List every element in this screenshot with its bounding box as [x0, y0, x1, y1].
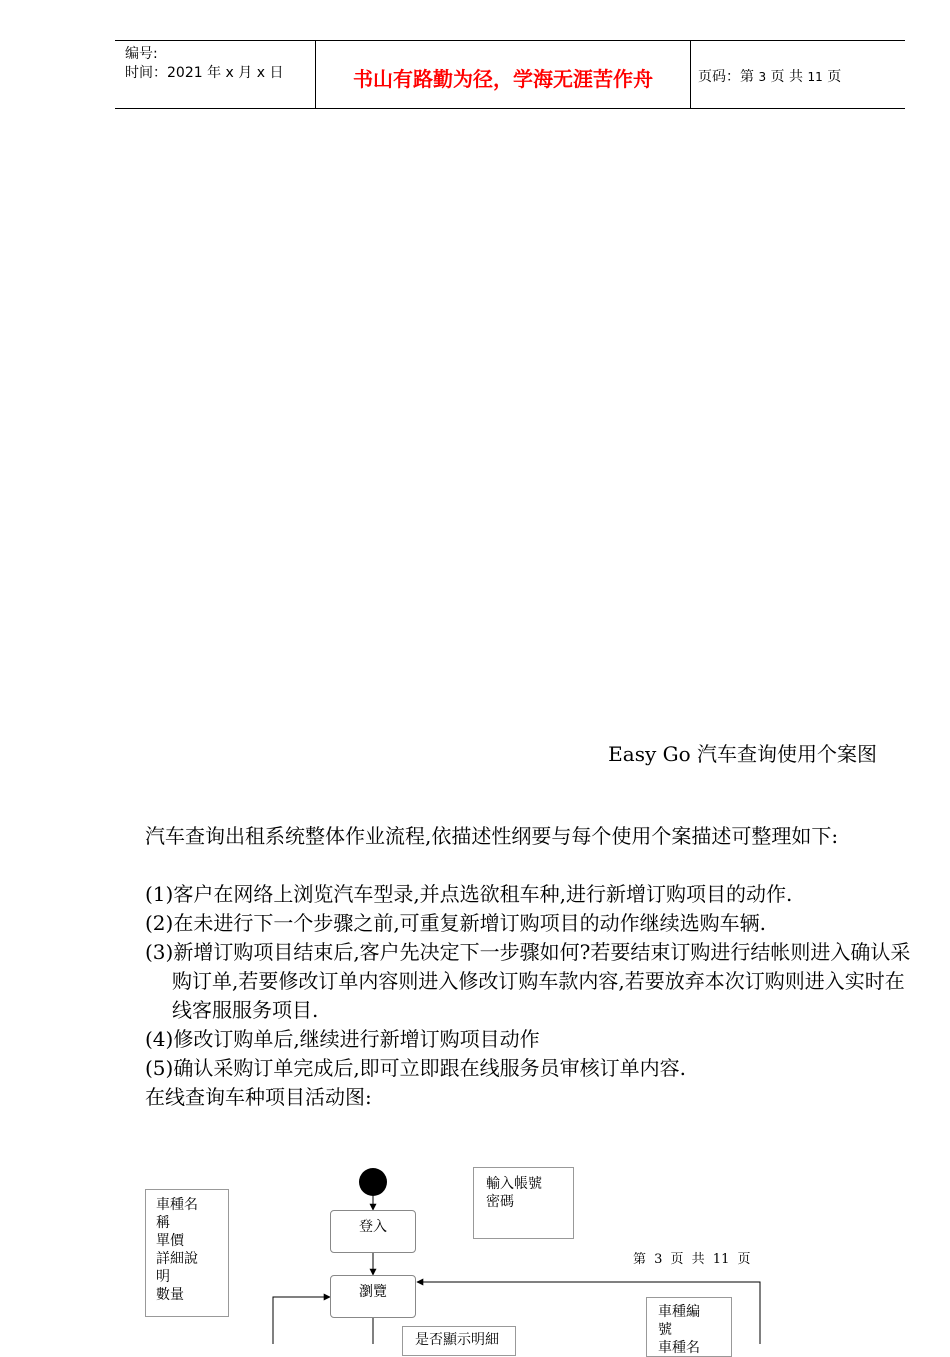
- page-footer-number: 第 3 页 共 11 页: [633, 1252, 751, 1267]
- note-line: 輸入帳號: [486, 1176, 542, 1192]
- page-mid: 页 共: [770, 69, 803, 85]
- car-info-note: [145, 1189, 229, 1317]
- login-input-note: [473, 1167, 574, 1239]
- number-label: 编号:: [125, 46, 158, 62]
- page-suffix: 页: [827, 69, 842, 85]
- action-label: 登入: [359, 1219, 387, 1235]
- initial-node: [359, 1168, 387, 1196]
- page-total: 11: [807, 70, 823, 84]
- list-item: (3)新增订购项目结束后,客户先决定下一步骤如何?若要结束订购进行结帐则进入确认采购订单,若要修改订单内容则进入修改订购车款内容,若要放弃本次订购则进入实时在线客服服务项目.: [145, 940, 911, 1022]
- motto: 书山有路勤为径，学海无涯苦作舟: [353, 67, 653, 91]
- decision-label: 是否顯示明細: [415, 1332, 499, 1348]
- note-line: 明: [156, 1269, 170, 1285]
- note-line: 單價: [156, 1233, 184, 1249]
- list-item: (4)修改订购单后,继续进行新增订购项目动作: [145, 1027, 540, 1051]
- edge-loop-browse: [273, 1297, 330, 1344]
- action-label: 瀏覽: [359, 1284, 387, 1300]
- note-line: 車種編: [658, 1304, 700, 1320]
- note-line: 稱: [156, 1215, 170, 1231]
- page-current: 3: [758, 70, 767, 84]
- note-line: 號: [658, 1322, 672, 1338]
- page-prefix: 页码：第: [698, 69, 754, 85]
- browse-action: [330, 1275, 416, 1318]
- list-item: (2)在未进行下一个步骤之前,可重复新增订购项目的动作继续选购车辆.: [145, 911, 767, 935]
- show-detail-decision: [402, 1326, 516, 1356]
- car-id-note: [646, 1297, 732, 1357]
- section-title: 在线查询车种项目活动图:: [145, 1085, 372, 1109]
- figure-caption: Easy Go 汽车查询使用个案图: [608, 742, 877, 766]
- note-line: 密碼: [486, 1194, 514, 1210]
- note-line: 車種名: [156, 1197, 198, 1213]
- login-action: [330, 1210, 416, 1253]
- note-line: 數量: [156, 1287, 184, 1303]
- intro-paragraph: 汽车查询出租系统整体作业流程,依描述性纲要与每个使用个案描述可整理如下:: [145, 824, 839, 848]
- time-label: 时间：2021 年 x 月 x 日: [125, 65, 284, 81]
- note-line: 車種名: [658, 1340, 700, 1356]
- list-item: (1)客户在网络上浏览汽车型录,并点选欲租车种,进行新增订购项目的动作.: [145, 882, 793, 906]
- list-item: (5)确认采购订单完成后,即可立即跟在线服务员审核订单内容.: [145, 1056, 687, 1080]
- note-line: 詳細說: [156, 1251, 198, 1267]
